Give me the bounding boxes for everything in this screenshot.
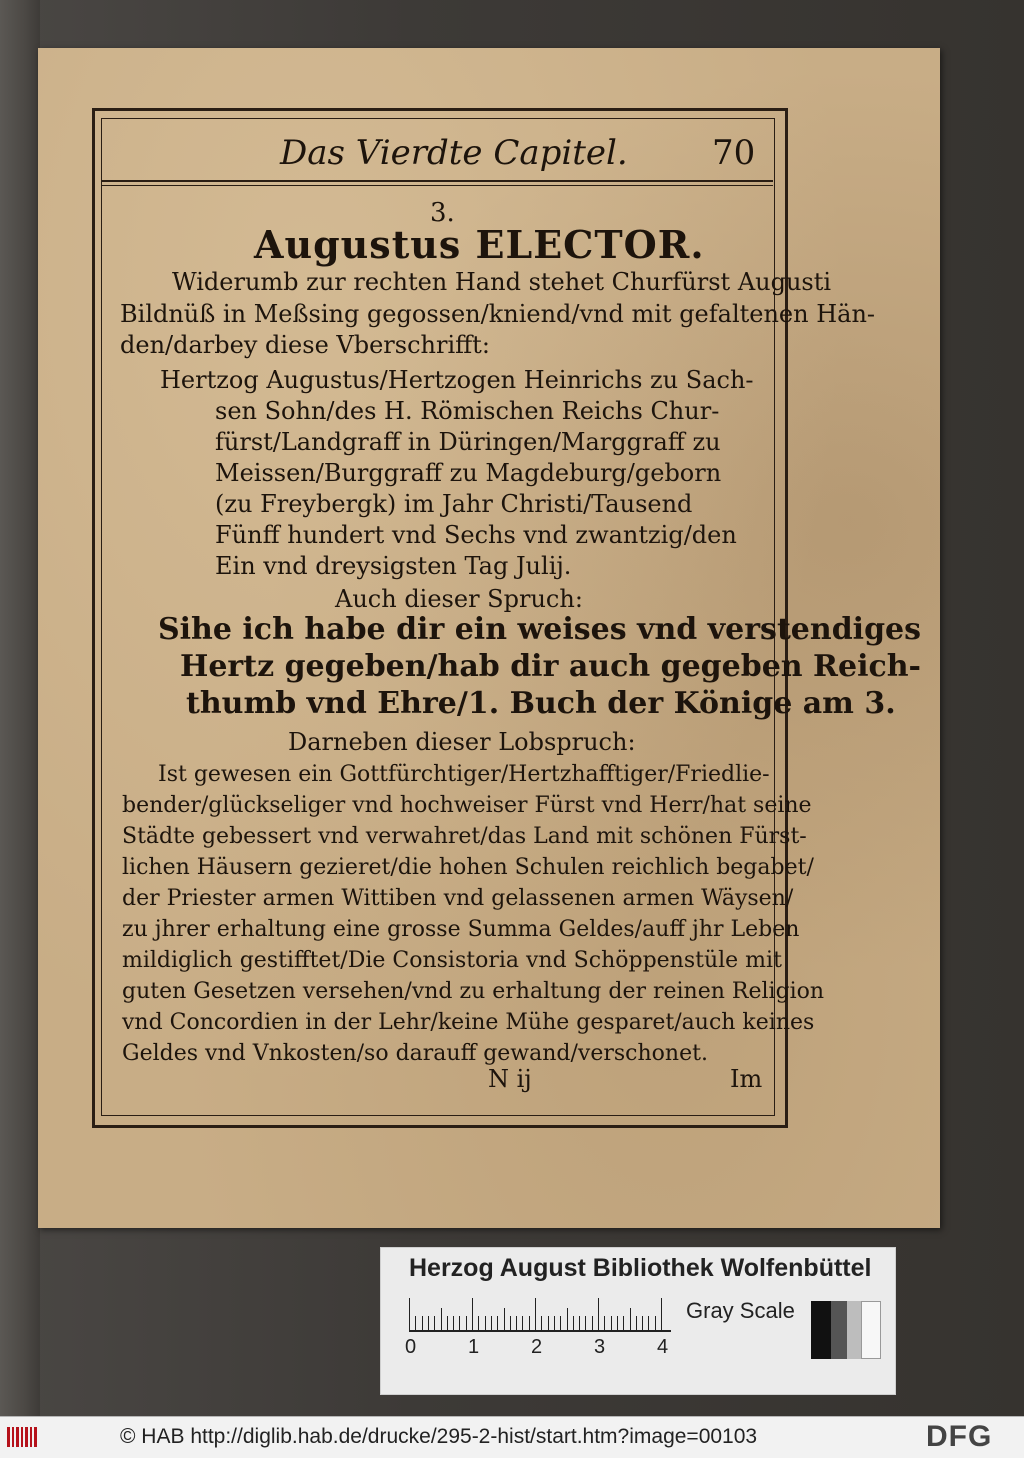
ruler-tick <box>491 1316 492 1330</box>
library-name: Herzog August Bibliothek Wolfenbüttel <box>409 1254 872 1282</box>
saying-intro: Auch dieser Spruch: <box>335 585 583 613</box>
ruler-tick <box>422 1316 423 1330</box>
running-head: Das Vierdte Capitel. <box>280 133 628 173</box>
ruler-tick <box>648 1316 649 1330</box>
ruler-tick <box>560 1316 561 1330</box>
ruler-tick <box>535 1298 536 1330</box>
ruler-tick <box>661 1298 662 1330</box>
ruler-tick <box>453 1316 454 1330</box>
intro-line: Widerumb zur rechten Hand stehet Churfürst Augusti <box>172 268 832 296</box>
ruler-tick <box>447 1316 448 1330</box>
head-rule <box>101 180 773 182</box>
ruler <box>409 1296 671 1332</box>
ruler-tick <box>573 1316 574 1330</box>
ruler-tick <box>604 1316 605 1330</box>
ruler-tick <box>510 1316 511 1330</box>
page-number: 70 <box>712 133 756 173</box>
praise-line: der Priester armen Wittiben vnd gelassenen armen Wäysen/ <box>122 886 794 911</box>
color-scale-card <box>380 1247 896 1395</box>
ruler-tick <box>409 1298 410 1330</box>
ruler-tick <box>466 1316 467 1330</box>
ruler-tick <box>516 1316 517 1330</box>
praise-line: mildiglich gestifftet/Die Consistoria vnd Schöppenstüle mit <box>122 948 782 973</box>
dfg-logo: DFG <box>926 1420 993 1453</box>
inscription-line: Fünff hundert vnd Sechs vnd zwantzig/den <box>215 521 737 549</box>
ruler-number: 0 <box>405 1336 417 1358</box>
inscription-line: fürst/Landgraff in Düringen/Marggraff zu <box>215 428 721 456</box>
inscription-line: Hertzog Augustus/Hertzogen Heinrichs zu Sach- <box>160 366 754 394</box>
ruler-tick <box>554 1316 555 1330</box>
book-binding-edge <box>0 0 40 1416</box>
ruler-tick <box>459 1316 460 1330</box>
ruler-tick <box>522 1316 523 1330</box>
ruler-tick <box>585 1316 586 1330</box>
ruler-tick <box>504 1308 505 1330</box>
ruler-tick <box>497 1316 498 1330</box>
head-rule-thin <box>101 185 773 186</box>
inscription-line: (zu Freybergk) im Jahr Christi/Tausend <box>215 490 693 518</box>
gray-swatch-light <box>847 1301 861 1359</box>
ruler-tick <box>642 1316 643 1330</box>
gray-swatch-dark <box>831 1301 847 1359</box>
ruler-tick <box>598 1298 599 1330</box>
ruler-tick <box>655 1316 656 1330</box>
copyright-link[interactable]: © HAB http://diglib.hab.de/drucke/295-2-hist/start.htm?image=00103 <box>120 1425 758 1448</box>
praise-line: Ist gewesen ein Gottfürchtiger/Hertzhafftiger/Friedlie- <box>158 762 770 787</box>
praise-line: Städte gebessert vnd verwahret/das Land mit schönen Fürst- <box>122 824 807 849</box>
ruler-tick <box>415 1316 416 1330</box>
motto-line: Hertz gegeben/hab dir auch gegeben Reich- <box>180 649 921 684</box>
inscription-line: Meissen/Burggraff zu Magdeburg/geborn <box>215 459 722 487</box>
ruler-tick <box>579 1316 580 1330</box>
intro-line: Bildnüß in Meßsing gegossen/kniend/vnd mit gefaltenen Hän- <box>120 300 876 328</box>
ruler-tick <box>529 1316 530 1330</box>
catchword: Im <box>730 1065 763 1093</box>
inscription-line: sen Sohn/des H. Römischen Reichs Chur- <box>215 397 720 425</box>
ruler-number: 1 <box>468 1336 480 1358</box>
praise-line: lichen Häusern gezieret/die hohen Schulen reichlich begabet/ <box>122 855 814 880</box>
praise-line: zu jhrer erhaltung eine grosse Summa Geldes/auff jhr Leben <box>122 917 800 942</box>
signature-mark: N ij <box>488 1065 532 1093</box>
ruler-tick <box>478 1316 479 1330</box>
ruler-tick <box>541 1316 542 1330</box>
ruler-number: 3 <box>594 1336 606 1358</box>
footer-bar <box>0 1416 1024 1458</box>
gray-swatch-black <box>811 1301 831 1359</box>
ruler-tick <box>592 1316 593 1330</box>
ruler-tick <box>630 1308 631 1330</box>
ruler-tick <box>434 1316 435 1330</box>
ruler-tick <box>636 1316 637 1330</box>
motto-line: thumb vnd Ehre/1. Buch der Könige am 3. <box>186 686 896 721</box>
ruler-tick <box>472 1298 473 1330</box>
ruler-tick <box>548 1316 549 1330</box>
intro-line: den/darbey diese Vberschrifft: <box>120 331 490 359</box>
barcode-icon <box>7 1425 39 1449</box>
ruler-tick <box>428 1316 429 1330</box>
inscription-line: Ein vnd dreysigsten Tag Julij. <box>215 552 572 580</box>
section-heading: Augustus ELECTOR. <box>254 222 705 267</box>
praise-line: vnd Concordien in der Lehr/keine Mühe gesparet/auch keines <box>122 1010 815 1035</box>
ruler-tick <box>567 1308 568 1330</box>
section-number: 3. <box>430 198 455 228</box>
praise-intro: Darneben dieser Lobspruch: <box>288 728 636 756</box>
praise-line: bender/glückseliger vnd hochweiser Fürst vnd Herr/hat seine <box>122 793 812 818</box>
motto-line: Sihe ich habe dir ein weises vnd verstendiges <box>158 612 922 647</box>
gray-scale-label: Gray Scale <box>686 1298 795 1323</box>
ruler-tick <box>617 1316 618 1330</box>
praise-line: Geldes vnd Vnkosten/so darauff gewand/verschonet. <box>122 1041 708 1066</box>
ruler-tick <box>441 1308 442 1330</box>
ruler-tick <box>623 1316 624 1330</box>
ruler-tick <box>611 1316 612 1330</box>
praise-line: guten Gesetzen versehen/vnd zu erhaltung der reinen Religion <box>122 979 825 1004</box>
ruler-tick <box>485 1316 486 1330</box>
gray-swatch-white <box>861 1301 881 1359</box>
ruler-number: 2 <box>531 1336 543 1358</box>
ruler-number: 4 <box>657 1336 669 1358</box>
